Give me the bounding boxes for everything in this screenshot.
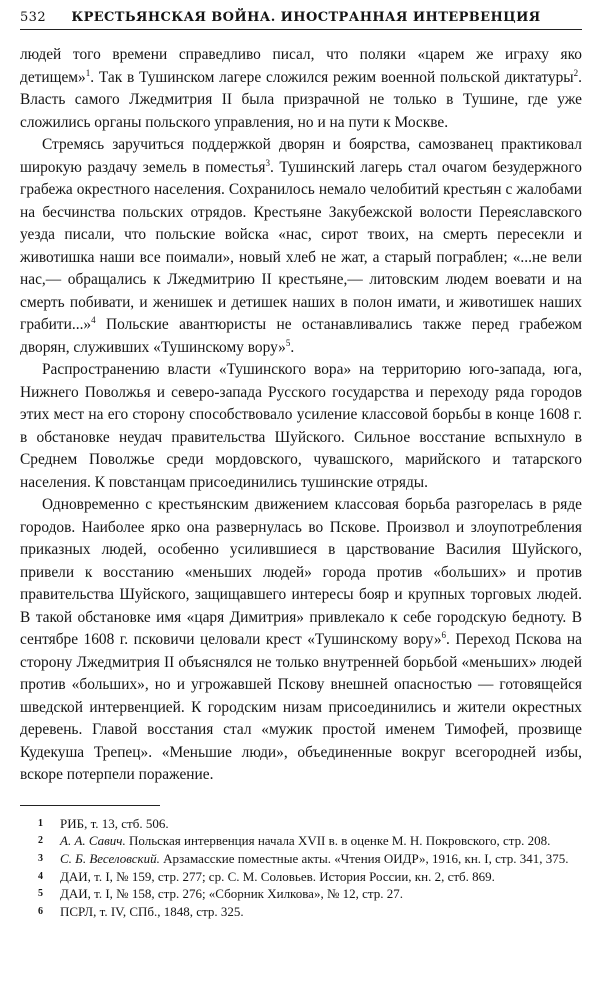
paragraph [20, 134, 582, 359]
footnote-text: Польская интервенция начала XVII в. в оценке М. Н. Покровского, стр. 208. [125, 833, 551, 849]
footnote: 1 РИБ, т. 13, стб. 506. [38, 815, 169, 831]
footnote-text: Арзамасские поместные акты. «Чтения ОИДР», 1916, кн. I, стр. 341, 375. [159, 850, 569, 866]
footnote: 6 ПСРЛ, т. IV, СПб., 1848, стр. 325. [38, 904, 244, 920]
body-text [20, 44, 582, 787]
footnote-reference: 5 [285, 337, 291, 348]
footnote-reference: 4 [91, 315, 96, 325]
text-segment: Польские авантюристы не останавливались также перед грабежом дворян, служивших «Тушинскому вору» [20, 316, 582, 356]
paragraph [20, 359, 582, 494]
page-number: 532 [20, 10, 47, 25]
text-segment: . Власть самого Лжедмитрия II была призрачной не только в Тушине, где уже сложились органы польского управления, но и на пути к Москве. [20, 68, 582, 131]
running-head [20, 10, 582, 30]
text-segment: людей того времени справедливо писал, что поляки «царем же играху яко детищем» [20, 46, 582, 86]
text-segment: . Переход Пскова на сторону Лжедмитрия II объяснялся не только внутренней борьбой «меньших» людей против «больших», но и угрожавшей Пскову внешней опасностью — готовящейся шведской интервенцией. К городским низам присоединились и жители окрестных деревень. Главой восстания стал «мужик простой именем Тимофей, прозвище Кудекуша Трепец». «Меньшие люди», объединенные вокруг всегородней избы, вскоре потерпели поражение. [20, 631, 582, 783]
footnote: 2 А. А. Савич. Польская интервенция начала XVII в. в оценке М. Н. Покровского, стр. 208. [38, 833, 551, 849]
running-title: КРЕСТЬЯНСКАЯ ВОЙНА. ИНОСТРАННАЯ ИНТЕРВЕНЦИЯ [71, 10, 541, 25]
footnote-text: ДАИ, т. I, № 158, стр. 276; «Сборник Хилкова», № 12, стр. 27. [60, 886, 403, 902]
text-segment: . Тушинский лагерь стал очагом безудержного грабежа окрестного населения. Сохранилось немало челобитий крестьян с жалобами на бесчинства польских отрядов. Крестьяне Закубежской волости Переяславского уезда писали, что польские войска «нас, сирот твоих, на смерть пересекли и животишка наши все поимали», новый хлеб не жат, а старый пограблен; «...не вели нас,— обращались к Лжедмитрию II крестьяне,— литовским людем воевати и на смерть побивати, и женишек и детишек наших в полон имати, и животишек наших грабити...» [20, 158, 582, 333]
text-segment: Распространению власти «Тушинского вора» на территорию юго-запада, юга, Нижнего Поволжья и северо-запада Русского государства и переходу ряда городов этих мест на его сторону способствовало усиление классовой борьбы в конце 1608 г. в обстановке неудач правительства Шуйского. Сильное восстание вспыхнуло в Среднем Поволжье среди мордовского, чувашского, марийского и татарского населения. К повстанцам присоединились тушинские отряды. [20, 361, 582, 491]
footnote-reference: 6 [441, 630, 447, 640]
footnote-text: ДАИ, т. I, № 159, стр. 277; ср. С. М. Соловьев. История России, кн. 2, стб. 869. [60, 868, 495, 884]
footnote-reference: 2 [573, 67, 579, 78]
text-segment: Стремясь заручиться поддержкой дворян и боярства, самозванец практиковал широкую раздачу земель в поместья [20, 136, 582, 176]
footnote-reference: 1 [85, 67, 91, 78]
paragraph [20, 44, 582, 134]
text-segment: Одновременно с крестьянским движением классовая борьба разгорелась в ряде городов. Наиболее ярко она развернулась во Пскове. Произвол и злоупотребления приказных людей, особенно усилившиеся в царствование Василия Шуйского, привели к восстанию «меньших людей» города против «больших» и против правительства Шуйского, защищавшего интересы бояр и крупных торговых людей. В такой обстановке имя «царя Димитрия» привлекало к себе городскую бедноту. В сентябре 1608 г. псковичи целовали крест «Тушинскому вору» [20, 496, 582, 648]
footnotes [20, 815, 582, 921]
footnote: 4 ДАИ, т. I, № 159, стр. 277; ср. С. М. Соловьев. История России, кн. 2, стб. 869. [38, 868, 495, 884]
footnote-author: С. Б. Веселовский. [60, 850, 160, 866]
footnote-reference: 3 [265, 157, 270, 168]
footnote: 5 ДАИ, т. I, № 158, стр. 276; «Сборник Хилкова», № 12, стр. 27. [38, 886, 403, 902]
text-segment: . Так в Тушинском лагере сложился режим военной польской диктатуры [90, 68, 574, 86]
book-page [20, 10, 582, 921]
paragraph [20, 494, 582, 787]
footnote-text: РИБ, т. 13, стб. 506. [60, 815, 169, 831]
footnote-text: ПСРЛ, т. IV, СПб., 1848, стр. 325. [60, 904, 244, 920]
footnote-author: А. А. Савич. [60, 833, 126, 849]
footnote-divider [20, 805, 160, 806]
footnote: 3 С. Б. Веселовский. Арзамасские поместные акты. «Чтения ОИДР», 1916, кн. I, стр. 341, 375. [38, 850, 569, 866]
text-segment: . [290, 338, 295, 356]
